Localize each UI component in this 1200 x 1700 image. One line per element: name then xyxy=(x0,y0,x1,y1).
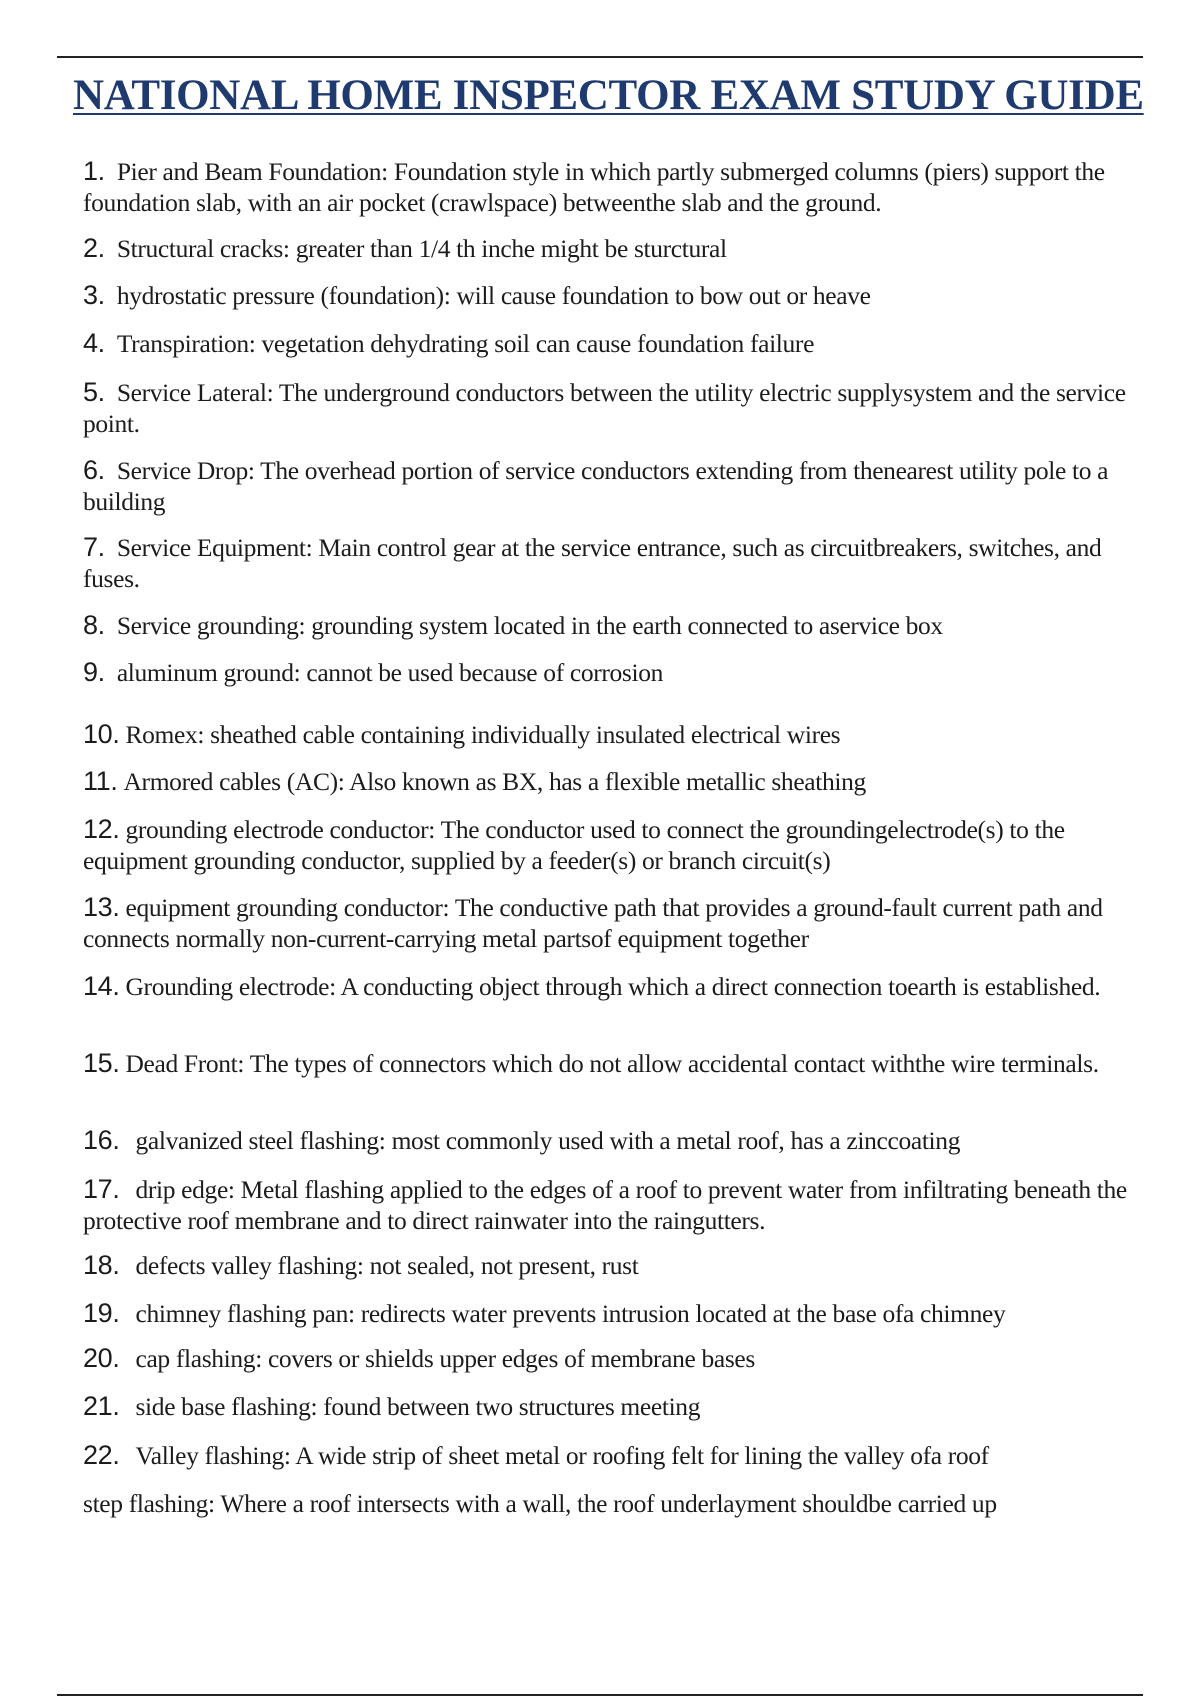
item-text: equipment grounding conductor: The conductive path that provides a ground-fault current path and connects normally non-current-carrying metal partsof equipment together xyxy=(83,893,1103,953)
item-text: Structural cracks: greater than 1/4 th inche might be sturctural xyxy=(116,234,727,263)
list-item xyxy=(83,532,1155,594)
page-title: NATIONAL HOME INSPECTOR EXAM STUDY GUIDE xyxy=(73,72,1144,119)
item-number: 12. xyxy=(83,814,120,844)
item-text: Romex: sheathed cable containing individually insulated electrical wires xyxy=(125,720,841,749)
item-text: Grounding electrode: A conducting object through which a direct connection toearth is established. xyxy=(125,972,1101,1001)
list-item xyxy=(83,1250,1155,1281)
list-item xyxy=(83,1048,1155,1079)
list-item xyxy=(83,892,1155,954)
item-number: 8. xyxy=(83,610,105,640)
item-text: Dead Front: The types of connectors which do not allow accidental contact withthe wire terminals. xyxy=(125,1049,1099,1078)
item-number: 21. xyxy=(83,1391,120,1421)
item-number: 1. xyxy=(83,156,105,186)
list-item xyxy=(83,610,1155,641)
item-text: Pier and Beam Foundation: Foundation style in which partly submerged columns (piers) support the foundation slab, with an air pocket (crawlspace) betweenthe slab and the ground. xyxy=(83,157,1105,217)
item-number: 10. xyxy=(83,719,120,749)
item-number: 17. xyxy=(83,1174,120,1204)
item-number: 5. xyxy=(83,377,105,407)
list-item xyxy=(83,1298,1155,1329)
item-number: 7. xyxy=(83,532,105,562)
list-item xyxy=(83,156,1155,218)
list-item xyxy=(83,233,1155,264)
item-number: 14. xyxy=(83,971,120,1001)
list-item xyxy=(83,377,1155,439)
list-item xyxy=(83,1125,1155,1156)
list-item xyxy=(83,1174,1155,1236)
list-item xyxy=(83,766,1155,797)
item-text: Armored cables (AC): Also known as BX, has a flexible metallic sheathing xyxy=(123,767,866,796)
item-text: Service Equipment: Main control gear at the service entrance, such as circuitbreakers, switches, and fuses. xyxy=(83,533,1102,593)
list-item xyxy=(83,328,1155,359)
item-text: side base flashing: found between two structures meeting xyxy=(135,1392,701,1421)
item-number: 9. xyxy=(83,657,105,687)
list-item xyxy=(83,1391,1155,1422)
item-text: aluminum ground: cannot be used because of corrosion xyxy=(116,658,664,687)
item-number: 22. xyxy=(83,1440,120,1470)
item-text: chimney flashing pan: redirects water prevents intrusion located at the base ofa chimney xyxy=(135,1299,1006,1328)
item-text: Transpiration: vegetation dehydrating soil can cause foundation failure xyxy=(116,329,815,358)
list-item xyxy=(83,455,1155,517)
bottom-rule xyxy=(57,1694,1143,1696)
item-number: 3. xyxy=(83,280,105,310)
item-number: 16. xyxy=(83,1125,120,1155)
item-number: 6. xyxy=(83,455,105,485)
item-number: 4. xyxy=(83,328,105,358)
item-number: 19. xyxy=(83,1298,120,1328)
item-number: 13. xyxy=(83,892,120,922)
item-number: 15. xyxy=(83,1048,120,1078)
list-item xyxy=(83,814,1155,876)
list-item xyxy=(83,1343,1155,1374)
item-text: Service Lateral: The underground conductors between the utility electric supplysystem and the service point. xyxy=(83,378,1126,438)
list-item xyxy=(83,657,1155,688)
item-text: Service Drop: The overhead portion of service conductors extending from thenearest utility pole to a building xyxy=(83,456,1109,516)
list-item xyxy=(83,1440,1155,1471)
item-text: cap flashing: covers or shields upper edges of membrane bases xyxy=(135,1344,755,1373)
item-text: grounding electrode conductor: The conductor used to connect the groundingelectrode(s) to the equipment grounding conductor, supplied by a feeder(s) or branch circuit(s) xyxy=(83,815,1065,875)
item-text: Valley flashing: A wide strip of sheet metal or roofing felt for lining the valley ofa roof xyxy=(135,1441,989,1470)
item-text: drip edge: Metal flashing applied to the edges of a roof to prevent water from infiltrating beneath the protective roof membrane and to direct rainwater into the raingutters. xyxy=(83,1175,1127,1235)
list-item xyxy=(83,719,1155,750)
item-text: defects valley flashing: not sealed, not present, rust xyxy=(135,1251,639,1280)
list-item xyxy=(83,971,1155,1002)
item-text: galvanized steel flashing: most commonly used with a metal roof, has a zinccoating xyxy=(135,1126,961,1155)
item-text: Service grounding: grounding system located in the earth connected to aservice box xyxy=(116,611,943,640)
trailing-line: step flashing: Where a roof intersects with a wall, the roof underlayment shouldbe carried up xyxy=(83,1489,997,1518)
item-number: 18. xyxy=(83,1250,120,1280)
top-rule xyxy=(57,56,1143,58)
list-item xyxy=(83,280,1155,311)
item-number: 11. xyxy=(83,766,118,796)
item-number: 20. xyxy=(83,1343,120,1373)
item-text: hydrostatic pressure (foundation): will cause foundation to bow out or heave xyxy=(116,281,871,310)
item-number: 2. xyxy=(83,233,105,263)
